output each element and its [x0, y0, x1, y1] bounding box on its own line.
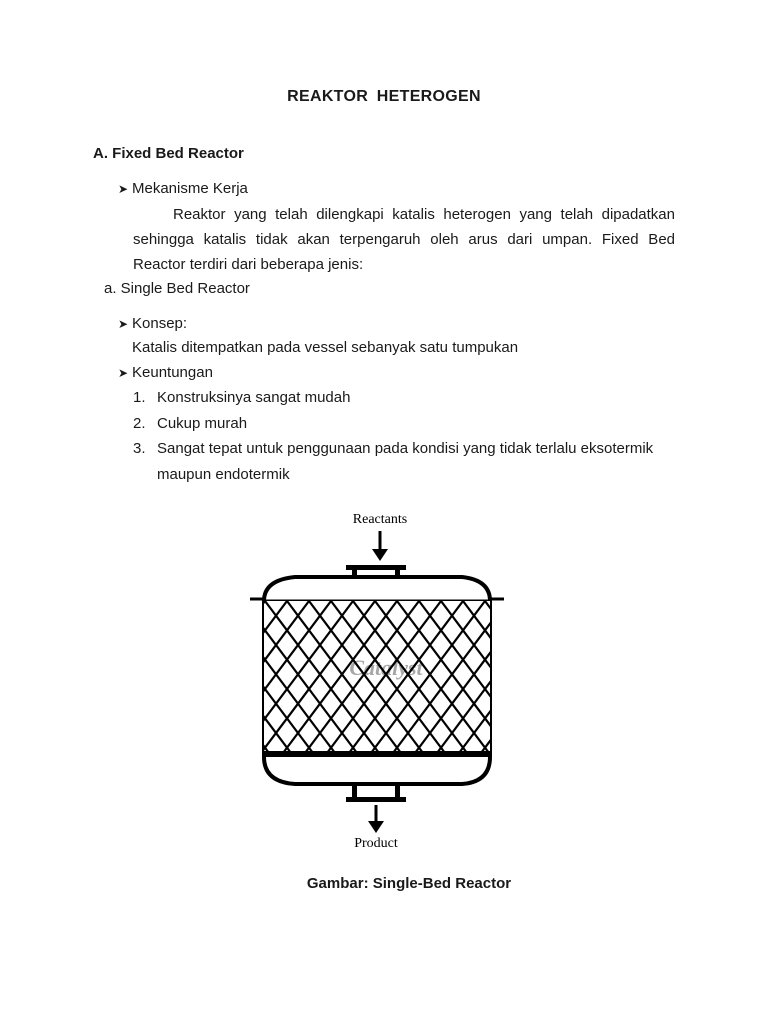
arrow-bullet-icon: ➤ [118, 366, 129, 380]
list-item [133, 389, 350, 407]
single-bed-reactor-figure [240, 505, 520, 855]
arrow-bullet-icon: ➤ [118, 182, 129, 196]
outlet-nozzle [346, 784, 406, 802]
list-text: Cukup murah [157, 415, 248, 432]
hatch-line [502, 601, 520, 754]
sub-heading: a. Single Bed Reactor [104, 280, 250, 297]
list-item-continuation: maupun endotermik [157, 466, 290, 483]
list-text: Sangat tepat untuk penggunaan pada kondisi yang tidak terlalu eksotermik [157, 440, 654, 457]
list-text: Konstruksinya sangat mudah [157, 389, 351, 406]
paragraph-line: Reactor terdiri dari beberapa jenis: [133, 256, 364, 273]
hatch-line [240, 601, 265, 754]
bullet-label: Mekanisme Kerja [132, 180, 248, 197]
list-item [133, 415, 247, 433]
hatch-line [507, 601, 520, 754]
list-number: 3. [133, 440, 146, 457]
mekanisme-paragraph [133, 202, 675, 277]
reactants-label: Reactants [352, 512, 408, 527]
list-number: 2. [133, 415, 146, 432]
list-number: 1. [133, 389, 146, 406]
outlet-arrow-icon [368, 805, 384, 833]
support-plate [264, 751, 490, 757]
product-label: Product [354, 836, 398, 851]
arrow-bullet-icon: ➤ [118, 317, 129, 331]
hatch-line [240, 601, 243, 754]
bullet-keuntungan [118, 364, 213, 382]
konsep-text: Katalis ditempatkan pada vessel sebanyak satu tumpukan [132, 339, 519, 356]
page-title: REAKTOR HETEROGEN [287, 88, 481, 105]
section-heading: A. Fixed Bed Reactor [93, 145, 244, 162]
bullet-label: Keuntungan [132, 364, 213, 381]
paragraph-line: sehingga katalis tidak akan terpengaruh oleh arus dari umpan. Fixed Bed [133, 231, 675, 248]
catalyst-watermark: Catalyst [349, 655, 423, 680]
bullet-label: Konsep: [132, 315, 188, 332]
paragraph-line: Reaktor yang telah dilengkapi katalis heterogen yang telah dipadatkan [173, 206, 675, 223]
hatch-line [240, 601, 248, 754]
inlet-arrow-icon [372, 531, 388, 561]
bullet-mekanisme [118, 180, 248, 198]
list-item [133, 440, 653, 458]
figure-caption: Gambar: Single-Bed Reactor [306, 875, 512, 892]
bullet-konsep [118, 315, 187, 333]
